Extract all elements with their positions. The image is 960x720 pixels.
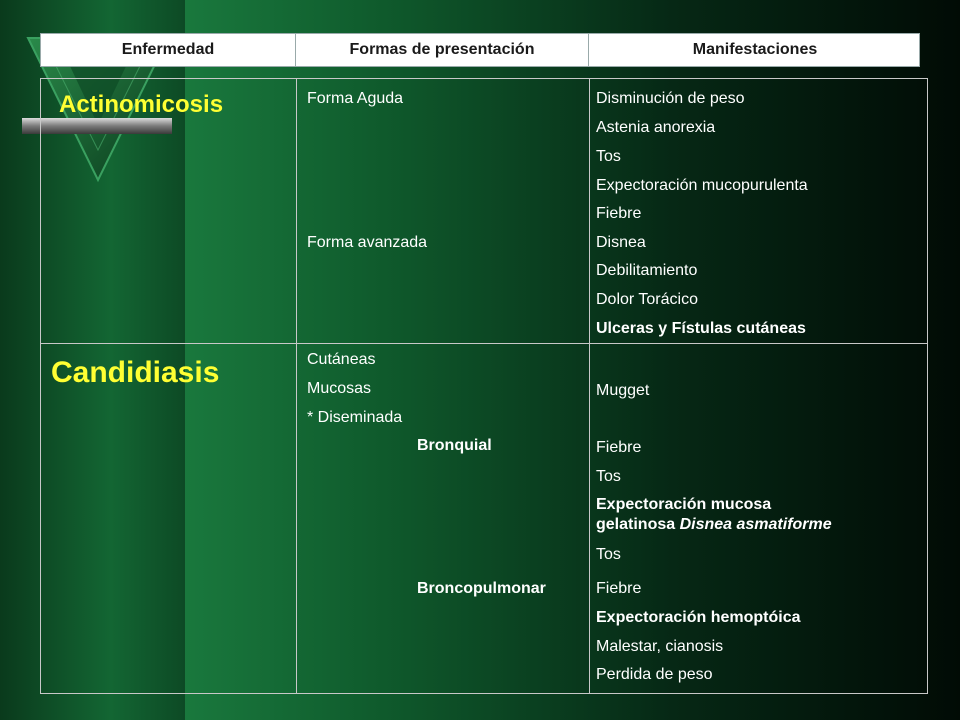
manifestation-item: Tos — [596, 546, 621, 563]
manifestation-item: Expectoración hemoptóica — [596, 609, 801, 626]
table-header — [40, 33, 920, 67]
manifestation-item-multiline — [596, 515, 832, 535]
header-manifestaciones: Manifestaciones — [692, 41, 818, 58]
manifestation-item: Malestar, cianosis — [596, 638, 724, 655]
form-item: Mucosas — [307, 380, 372, 397]
table-row-candidiasis — [41, 344, 927, 693]
disease-name: Actinomicosis — [59, 91, 224, 118]
table-row-actinomicosis — [41, 79, 927, 344]
cell-manifestations — [590, 344, 927, 693]
manifestation-text: gelatinosa — [596, 516, 680, 533]
manifestation-item: Debilitamiento — [596, 262, 698, 279]
cell-manifestations — [590, 79, 927, 343]
form-item: Bronquial — [417, 437, 492, 454]
disease-name: Candidiasis — [51, 356, 220, 389]
header-formas: Formas de presentación — [296, 34, 589, 66]
manifestation-item: Dolor Torácico — [596, 291, 698, 308]
cell-disease — [41, 79, 297, 343]
cell-forms — [297, 344, 590, 693]
manifestation-item: Fiebre — [596, 580, 642, 597]
manifestation-item: Fiebre — [596, 439, 642, 456]
form-item: Forma avanzada — [307, 234, 428, 251]
manifestation-item: Expectoración mucosa — [596, 496, 772, 513]
cell-forms — [297, 79, 590, 343]
form-item: Cutáneas — [307, 351, 376, 368]
manifestation-item: Ulceras y Fístulas cutáneas — [596, 320, 806, 337]
manifestation-item: Tos — [596, 468, 621, 485]
form-item: Broncopulmonar — [417, 580, 546, 597]
manifestation-item: Expectoración mucopurulenta — [596, 177, 808, 194]
manifestation-item: Fiebre — [596, 205, 642, 222]
manifestation-item: Perdida de peso — [596, 666, 713, 683]
form-item: Forma Aguda — [307, 90, 404, 107]
manifestation-text-italic: Disnea asmatiforme — [679, 516, 832, 533]
manifestation-item: Mugget — [596, 382, 650, 399]
header-enfermedad: Enfermedad — [41, 34, 296, 66]
disease-table — [40, 78, 928, 694]
cell-disease — [41, 344, 297, 693]
manifestation-item: Disnea — [596, 234, 646, 251]
manifestation-item: Astenia anorexia — [596, 119, 716, 136]
manifestation-item: Disminución de peso — [596, 90, 745, 107]
form-item: * Diseminada — [307, 409, 403, 426]
manifestation-item: Tos — [596, 148, 621, 165]
